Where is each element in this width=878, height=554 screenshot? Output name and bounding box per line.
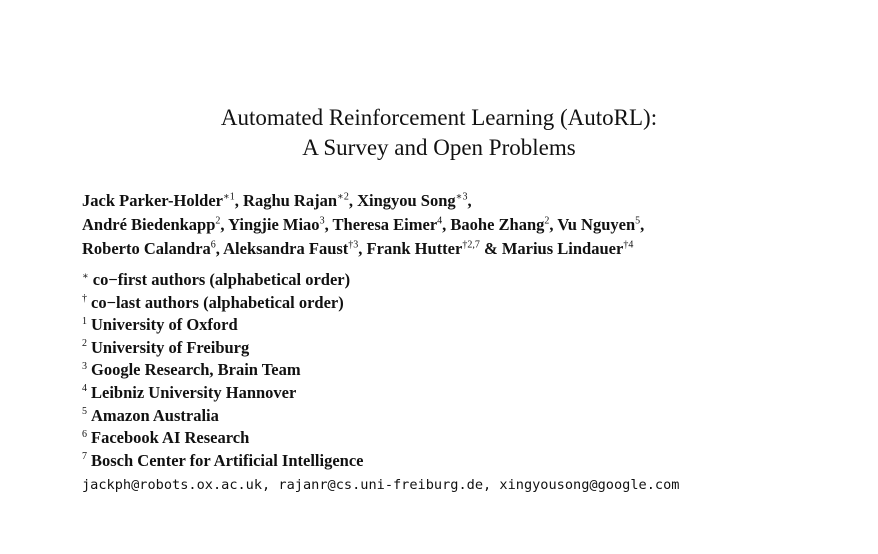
affiliation-mark: 3 — [82, 360, 87, 372]
author-name: Yingjie Miao — [228, 215, 320, 234]
author-line-1 — [82, 189, 862, 213]
affiliation-text: University of Oxford — [91, 315, 238, 335]
affiliation-mark: 5 — [82, 406, 87, 418]
author-mark: †3 — [348, 239, 359, 251]
affiliation-mark: 4 — [82, 383, 87, 395]
author-separator: , — [220, 215, 229, 234]
affiliation-text: co−last authors (alphabetical order) — [91, 292, 344, 312]
author-separator: , — [442, 215, 451, 234]
affiliation-text: Facebook AI Research — [91, 428, 250, 448]
author-mark: 3 — [319, 215, 325, 227]
affiliation-text: Bosch Center for Artificial Intelligence — [91, 450, 364, 470]
author-separator: , — [358, 239, 367, 258]
author-mark: 2 — [544, 215, 550, 227]
affiliation-text: co−first authors (alphabetical order) — [92, 270, 351, 289]
author-separator: , — [640, 215, 645, 234]
author-separator: , — [324, 215, 333, 234]
title-line-1: Automated Reinforcement Learning (AutoRL): — [220, 105, 658, 130]
author-name: Baohe Zhang — [450, 215, 545, 234]
affiliation-item — [82, 382, 782, 405]
author-name: Aleksandra Faust — [223, 239, 349, 258]
affiliation-item — [82, 337, 782, 360]
author-name: Marius Lindauer — [501, 239, 624, 258]
email-line: jackph@robots.ox.ac.uk, rajanr@cs.uni-freiburg.de, xingyousong@google.com — [82, 477, 680, 493]
author-separator: , — [348, 191, 358, 210]
author-name: Theresa Eimer — [332, 215, 438, 234]
author-mark: 5 — [635, 215, 641, 227]
affiliation-mark: † — [82, 293, 87, 305]
author-name: Raghu Rajan — [243, 191, 338, 210]
author-separator: , — [215, 239, 224, 258]
affiliation-mark: 1 — [82, 315, 87, 327]
author-name: Jack Parker-Holder — [82, 191, 223, 210]
affiliation-text: University of Freiburg — [91, 337, 250, 357]
author-mark: 6 — [210, 239, 216, 251]
author-mark: 2 — [215, 215, 221, 227]
author-mark: †4 — [623, 239, 634, 251]
author-name: Xingyou Song — [357, 191, 456, 210]
title-line-2: A Survey and Open Problems — [302, 135, 576, 160]
affiliation-item — [82, 450, 782, 473]
author-mark: †2,7 — [462, 239, 480, 251]
author-name: Roberto Calandra — [82, 239, 211, 258]
affiliation-list — [82, 269, 782, 472]
author-name: Vu Nguyen — [557, 215, 636, 234]
affiliation-text: Google Research, Brain Team — [91, 360, 301, 380]
affiliation-item — [82, 427, 782, 450]
author-separator: , — [467, 191, 472, 210]
affiliation-text: Leibniz University Hannover — [91, 382, 297, 402]
affiliation-item — [82, 292, 782, 315]
affiliation-mark: 2 — [82, 338, 87, 350]
affiliation-item — [82, 314, 782, 337]
affiliation-mark: 6 — [82, 428, 87, 440]
author-mark: ∗3 — [455, 191, 468, 203]
affiliation-mark: 7 — [82, 451, 87, 463]
affiliation-item — [82, 359, 782, 382]
author-separator: & — [479, 239, 502, 258]
author-mark: ∗2 — [337, 191, 349, 203]
author-list — [82, 189, 862, 261]
author-mark: 4 — [437, 215, 443, 227]
affiliation-item — [82, 405, 782, 428]
author-line-3 — [82, 237, 862, 261]
author-separator: , — [234, 191, 244, 210]
author-line-2 — [82, 213, 862, 237]
author-separator: , — [549, 215, 558, 234]
paper-title — [0, 103, 878, 163]
affiliation-item — [82, 269, 782, 292]
affiliation-mark: ∗ — [82, 270, 89, 282]
author-name: Frank Hutter — [366, 239, 463, 258]
author-mark: ∗1 — [222, 191, 235, 203]
affiliation-text: Amazon Australia — [91, 405, 219, 425]
author-name: André Biedenkapp — [82, 215, 216, 234]
